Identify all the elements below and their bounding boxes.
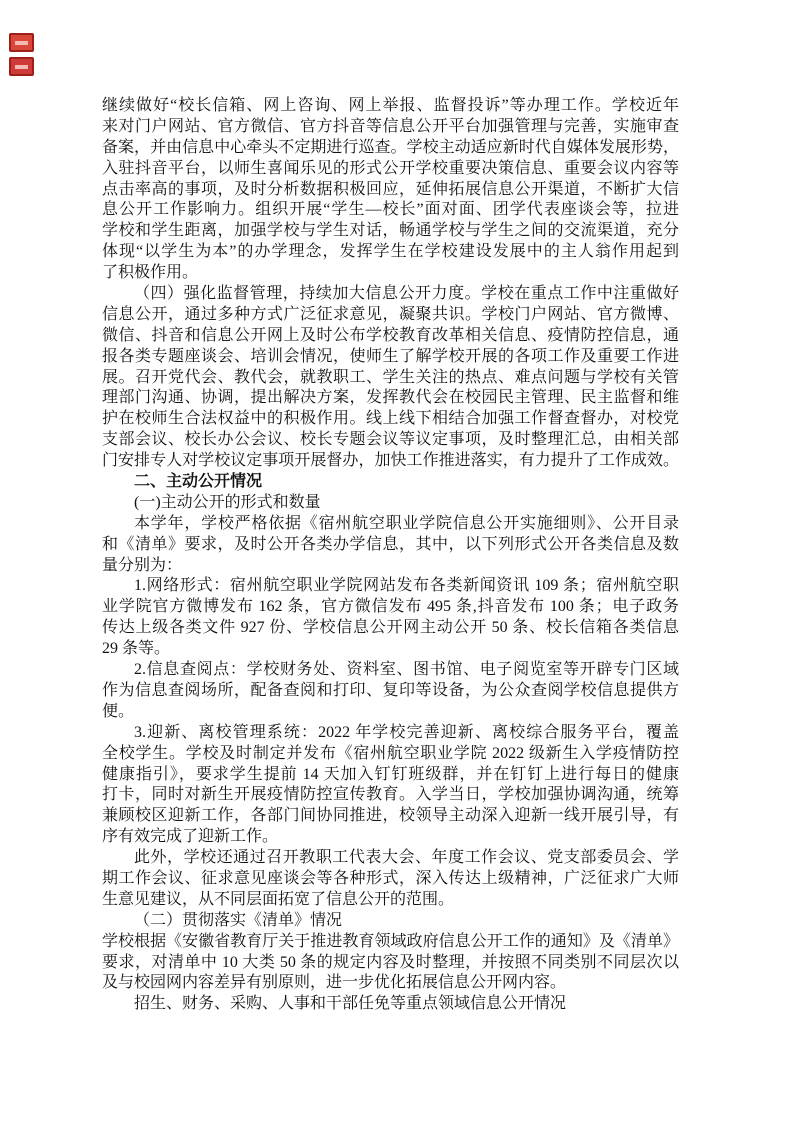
text-line: 序有效完成了迎新工作。 (102, 828, 279, 846)
text-line: 打卡，同时对新生开展疫情防控宣传教育。入学当日，学校加强协调沟通，统筹 (102, 786, 679, 804)
text-line: 报各类专题座谈会、培训会情况，使师生了解学校开展的各项工作及重要工作进 (102, 347, 679, 365)
text-line: 要求，对清单中 10 大类 50 条的规定内容及时整理，并按照不同类别不同层次以 (102, 953, 679, 971)
text-line: 了积极作用。 (102, 264, 199, 282)
text-line: 招生、财务、采购、人事和干部任免等重点领域信息公开情况 (134, 995, 567, 1013)
text-line: 作为信息查阅场所，配备查阅和打印、复印等设备，为公众查阅学校信息提供方 (102, 681, 679, 699)
red-seal-mark-icon (9, 33, 34, 52)
text-line: 3.迎新、离校管理系统：2022 年学校完善迎新、离校综合服务平台，覆盖 (134, 723, 679, 741)
text-line: 微信、抖音和信息公开网上及时公布学校教育改革相关信息、疫情防控信息，通 (102, 326, 679, 344)
text-line: 备案，并由信息中心牵头不定期进行巡查。学校主动适应新时代自媒体发展形势， (102, 138, 679, 156)
seal-mark-detail (15, 65, 28, 69)
text-line: 入驻抖音平台，以师生喜闻乐见的形式公开学校重要决策信息、重要会议内容等 (102, 159, 679, 177)
text-line: 展。召开党代会、教代会，就教职工、学生关注的热点、难点问题与学校有关管 (102, 368, 679, 386)
text-line: 学校和学生距离，加强学校与学生对话，畅通学校与学生之间的交流渠道，充分 (102, 222, 679, 240)
text-line: 兼顾校区迎新工作，各部门间协同推进，校领导主动深入迎新一线开展引导，有 (102, 807, 679, 825)
text-line: 支部会议、校长办公会议、校长专题会议等议定事项，及时整理汇总，由相关部 (102, 431, 679, 449)
text-line: 29 条等。 (102, 640, 171, 658)
document-text (102, 96, 679, 1015)
seal-mark-detail (15, 41, 28, 45)
section-heading: 二、主动公开情况 (134, 473, 263, 491)
text-line: 信息公开，通过多种方式广泛征求意见，凝聚共识。学校门户网站、官方微博、 (102, 305, 679, 323)
text-line: 2.信息查阅点：学校财务处、资料室、图书馆、电子阅览室等开辟专门区域 (134, 661, 679, 679)
red-seal-mark-icon (9, 57, 34, 76)
text-line: 学校根据《安徽省教育厅关于推进教育领域政府信息公开工作的通知》及《清单》 (102, 932, 679, 950)
text-line: 体现“以学生为本”的办学理念，发挥学生在学校建设发展中的主人翁作用起到 (102, 243, 679, 261)
text-line: 来对门户网站、官方微信、官方抖音等信息公开平台加强管理与完善，实施审查 (102, 117, 679, 135)
text-line: 理部门沟通、协调，提出解决方案，发挥教代会在校园民主管理、民主监督和维 (102, 389, 679, 407)
text-line: 期工作会议、征求意见座谈会等各种形式，深入传达上级精神，广泛征求广大师 (102, 869, 679, 887)
text-line: 和《清单》要求，及时公开各类办学信息，其中，以下列形式公开各类信息及数 (102, 535, 679, 553)
text-line: 生意见建议，从不同层面拓宽了信息公开的范围。 (102, 890, 455, 908)
text-line: 继续做好“校长信箱、网上咨询、网上举报、监督投诉”等办理工作。学校近年 (102, 97, 679, 114)
text-line: 护在校师生合法权益中的积极作用。线上线下相结合加强工作督查督办，对校党 (102, 410, 679, 428)
text-line: 业学院官方微博发布 162 条，官方微信发布 495 条,抖音发布 100 条；电子政务 (102, 598, 679, 616)
text-line: 及与校园网内容差异有别原则，进一步优化拓展信息公开网内容。 (102, 974, 567, 992)
text-line: （二）贯彻落实《清单》情况 (134, 911, 343, 929)
text-line: （四）强化监督管理，持续加大信息公开力度。学校在重点工作中注重做好 (134, 285, 679, 303)
text-line: 此外，学校还通过召开教职工代表大会、年度工作会议、党支部委员会、学 (134, 849, 679, 867)
text-line: (一)主动公开的形式和数量 (134, 493, 321, 511)
text-line: 量分别为： (102, 556, 183, 574)
text-line: 传达上级各类文件 927 份、学校信息公开网主动公开 50 条、校长信箱各类信息 (102, 619, 679, 637)
text-line: 点击率高的事项，及时分析数据积极回应，延伸拓展信息公开渠道，不断扩大信 (102, 180, 679, 198)
text-line: 息公开工作影响力。组织开展“学生—校长”面对面、团学代表座谈会等，拉进 (102, 201, 679, 219)
text-line: 全校学生。学校及时制定并发布《宿州航空职业学院 2022 级新生入学疫情防控 (102, 744, 679, 762)
text-line: 健康指引》，要求学生提前 14 天加入钉钉班级群，并在钉钉上进行每日的健康 (102, 765, 679, 783)
text-line: 本学年，学校严格依据《宿州航空职业学院信息公开实施细则》、公开目录 (134, 514, 679, 532)
text-line: 门安排专人对学校议定事项开展督办，加快工作推进落实，有力提升了工作成效。 (102, 452, 679, 470)
text-line: 便。 (102, 702, 135, 720)
text-line: 1.网络形式：宿州航空职业学院网站发布各类新闻资讯 109 条；宿州航空职 (134, 577, 679, 595)
